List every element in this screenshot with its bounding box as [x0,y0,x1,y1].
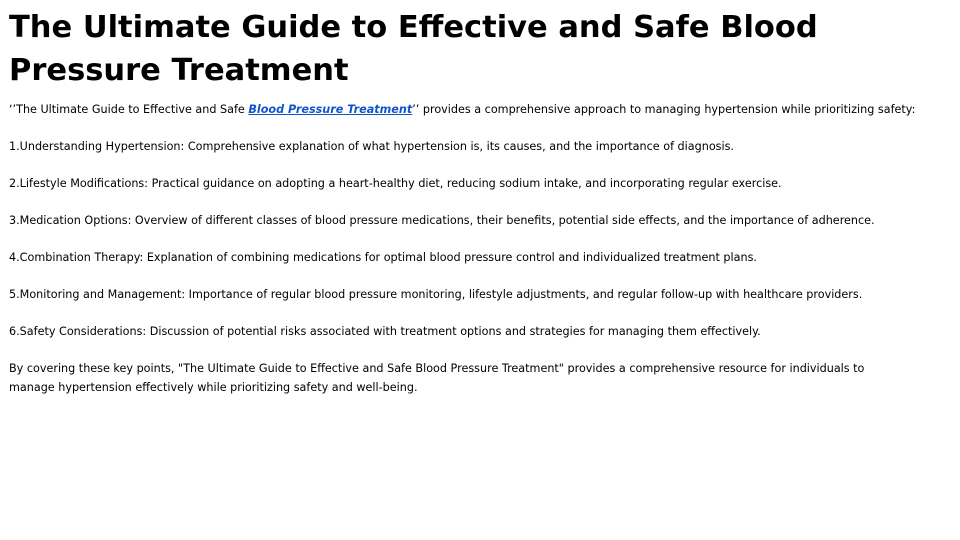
page-title: The Ultimate Guide to Effective and Safe Blood Pressure Treatment [9,10,818,88]
point-monitoring-management: 5.Monitoring and Management: Importance of regular blood pressure monitoring, lifestyle adjustments, and regular follow-up with healthcare providers. [9,288,863,301]
intro-paragraph [9,101,916,120]
point-understanding-hypertension: 1.Understanding Hypertension: Comprehensive explanation of what hypertension is, its causes, and the importance of diagnosis. [9,140,734,153]
point-medication-options: 3.Medication Options: Overview of different classes of blood pressure medications, their benefits, potential side effects, and the importance of adherence. [9,214,875,227]
conclusion-paragraph: By covering these key points, "The Ultimate Guide to Effective and Safe Blood Pressure Treatment" provides a comprehensive resource for individuals to manage hypertension effectively while prioritizing safety and well-being. [9,362,865,394]
intro-text-after-link: ’’ provides a comprehensive approach to managing hypertension while prioritizing safety: [412,103,916,116]
slide-body [9,101,916,416]
point-safety-considerations: 6.Safety Considerations: Discussion of potential risks associated with treatment options and strategies for managing them effectively. [9,325,761,338]
point-lifestyle-modifications: 2.Lifestyle Modifications: Practical guidance on adopting a heart-healthy diet, reducing sodium intake, and incorporating regular exercise. [9,177,782,190]
blood-pressure-treatment-link[interactable]: Blood Pressure Treatment [248,103,413,116]
intro-text-before-link: ‘’The Ultimate Guide to Effective and Safe [9,103,249,116]
point-combination-therapy: 4.Combination Therapy: Explanation of combining medications for optimal blood pressure control and individualized treatment plans. [9,251,757,264]
